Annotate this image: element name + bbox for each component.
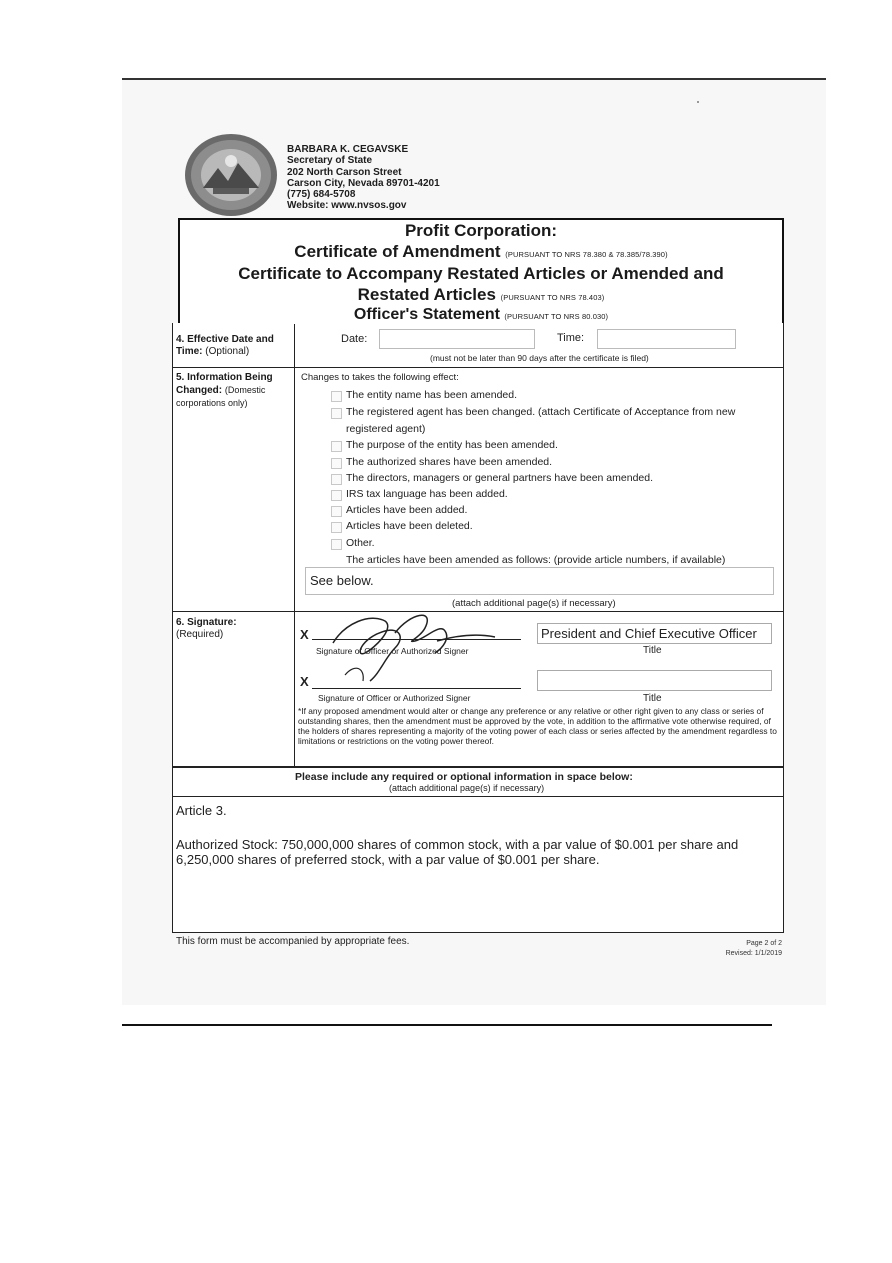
option-registered-agent: The registered agent has been changed. (attach Certificate of Acceptance from new — [346, 406, 736, 418]
effective-date-note: (must not be later than 90 days after the certificate is filed) — [430, 353, 649, 363]
scan-speck — [697, 101, 699, 103]
section5-label-normal2: corporations only) — [176, 398, 248, 408]
sos-phone: (775) 684-5708 — [287, 189, 356, 201]
checkbox-registered-agent[interactable] — [331, 408, 342, 419]
column-divider — [294, 324, 295, 767]
bottom-rule — [122, 1024, 772, 1026]
section4-label-time: Time: — [176, 346, 203, 357]
sos-address-line1: 202 North Carson Street — [287, 166, 402, 178]
title-line4-main: Restated Articles — [357, 285, 496, 304]
signature1-x: X — [300, 627, 309, 642]
title-restated-articles-2 — [180, 285, 782, 305]
signature2-line — [312, 688, 521, 689]
option-other: Other. — [346, 537, 375, 549]
checkbox-authorized-shares[interactable] — [331, 458, 342, 469]
title-line2-citation: (PURSUANT TO NRS 78.380 & 78.385/78.390) — [505, 250, 668, 259]
article-heading: Article 3. — [176, 803, 227, 818]
title-line4-citation: (PURSUANT TO NRS 78.403) — [500, 293, 605, 302]
title2-caption: Title — [643, 693, 662, 704]
fees-note: This form must be accompanied by appropriate fees. — [176, 936, 410, 947]
title-line2-main: Certificate of Amendment — [294, 242, 501, 261]
amended-articles-field[interactable] — [305, 567, 774, 595]
title1-field[interactable] — [537, 623, 772, 644]
sos-title: Secretary of State — [287, 155, 373, 167]
checkbox-irs-tax[interactable] — [331, 490, 342, 501]
additional-subheading: (attach additional page(s) if necessary) — [389, 783, 545, 793]
section4-label — [176, 334, 274, 358]
section6-label — [176, 617, 237, 641]
option-authorized-shares: The authorized shares have been amended. — [346, 456, 553, 468]
section6-label-required: (Required) — [176, 629, 224, 640]
title1-value: President and Chief Executive Officer — [541, 626, 757, 641]
attach-note: (attach additional page(s) if necessary) — [452, 598, 616, 609]
checkbox-other[interactable] — [331, 539, 342, 550]
article-body-line1: Authorized Stock: 750,000,000 shares of common stock, with a par value of $0.001 per share and — [176, 837, 739, 852]
title-line5-main: Officer's Statement — [353, 306, 500, 323]
option-directors: The directors, managers or general partners have been amended. — [346, 472, 654, 484]
time-input[interactable] — [597, 329, 736, 349]
time-label: Time: — [557, 332, 585, 344]
option-irs-tax: IRS tax language has been added. — [346, 488, 508, 500]
title-restated-articles: Certificate to Accompany Restated Articles or Amended and — [238, 264, 724, 283]
row-divider-additional — [172, 796, 784, 797]
row-divider-4 — [172, 367, 784, 368]
title-officers-statement — [180, 306, 782, 324]
secretary-of-state-block — [287, 144, 440, 212]
title1-caption: Title — [643, 645, 662, 656]
article-body-line2: 6,250,000 shares of preferred stock, with a par value of $0.001 per share. — [176, 852, 600, 867]
page-number: Page 2 of 2 — [746, 940, 782, 947]
option-entity-name: The entity name has been amended. — [346, 389, 518, 401]
signature2-caption: Signature of Officer or Authorized Signer — [318, 693, 471, 703]
title2-field[interactable] — [537, 670, 772, 691]
changes-intro: Changes to takes the following effect: — [301, 372, 459, 383]
section4-label-bold: 4. Effective Date and — [176, 334, 274, 345]
form-title-box — [178, 218, 784, 326]
title-profit-corporation: Profit Corporation: — [404, 221, 558, 240]
date-input[interactable] — [379, 329, 535, 349]
additional-heading: Please include any required or optional information in space below: — [295, 771, 633, 783]
section4-label-optional: (Optional) — [205, 346, 250, 357]
signature1-caption: Signature of Officer or Authorized Signer — [316, 646, 469, 656]
nevada-state-seal — [183, 133, 279, 217]
checkbox-articles-added[interactable] — [331, 506, 342, 517]
amended-prompt: The articles have been amended as follows: (provide article numbers, if available) — [346, 554, 726, 566]
row-divider-6 — [172, 766, 784, 768]
option-articles-deleted: Articles have been deleted. — [346, 520, 473, 532]
section5-label-bold1: 5. Information Being — [176, 372, 273, 383]
checkbox-purpose[interactable] — [331, 441, 342, 452]
sos-address-line2: Carson City, Nevada 89701-4201 — [287, 177, 440, 189]
date-label: Date: — [341, 333, 368, 345]
title-certificate-of-amendment — [180, 242, 782, 262]
signature2-x: X — [300, 674, 309, 689]
amendment-footnote: *If any proposed amendment would alter or change any preference or any relative or other right given to any class or series of outstanding shares, then the amendment must be approved by the vote, in addition to the affirmative vote otherwise required, of the holders of shares representing a majority of the voting power of each class or series affected by the amendment regardless to limitations or restrictions on the voting power thereof. — [298, 706, 777, 747]
checkbox-directors[interactable] — [331, 474, 342, 485]
checkbox-articles-deleted[interactable] — [331, 522, 342, 533]
amended-articles-value: See below. — [310, 573, 374, 588]
section5-label-normal1: (Domestic — [224, 385, 266, 395]
checkbox-entity-name[interactable] — [331, 391, 342, 402]
option-registered-agent-cont: registered agent) — [346, 423, 426, 435]
title-line5-citation: (PURSUANT TO NRS 80.030) — [504, 312, 609, 321]
option-articles-added: Articles have been added. — [346, 504, 468, 516]
section6-label-bold: 6. Signature: — [176, 617, 237, 628]
sos-website: Website: www.nvsos.gov — [287, 200, 407, 212]
section5-label-bold2: Changed: — [176, 385, 223, 396]
sos-name: BARBARA K. CEGAVSKE — [287, 144, 409, 155]
option-purpose: The purpose of the entity has been amended. — [346, 439, 558, 451]
section5-label — [176, 372, 273, 410]
revised-date: Revised: 1/1/2019 — [725, 950, 782, 957]
handwritten-signature — [325, 603, 525, 683]
